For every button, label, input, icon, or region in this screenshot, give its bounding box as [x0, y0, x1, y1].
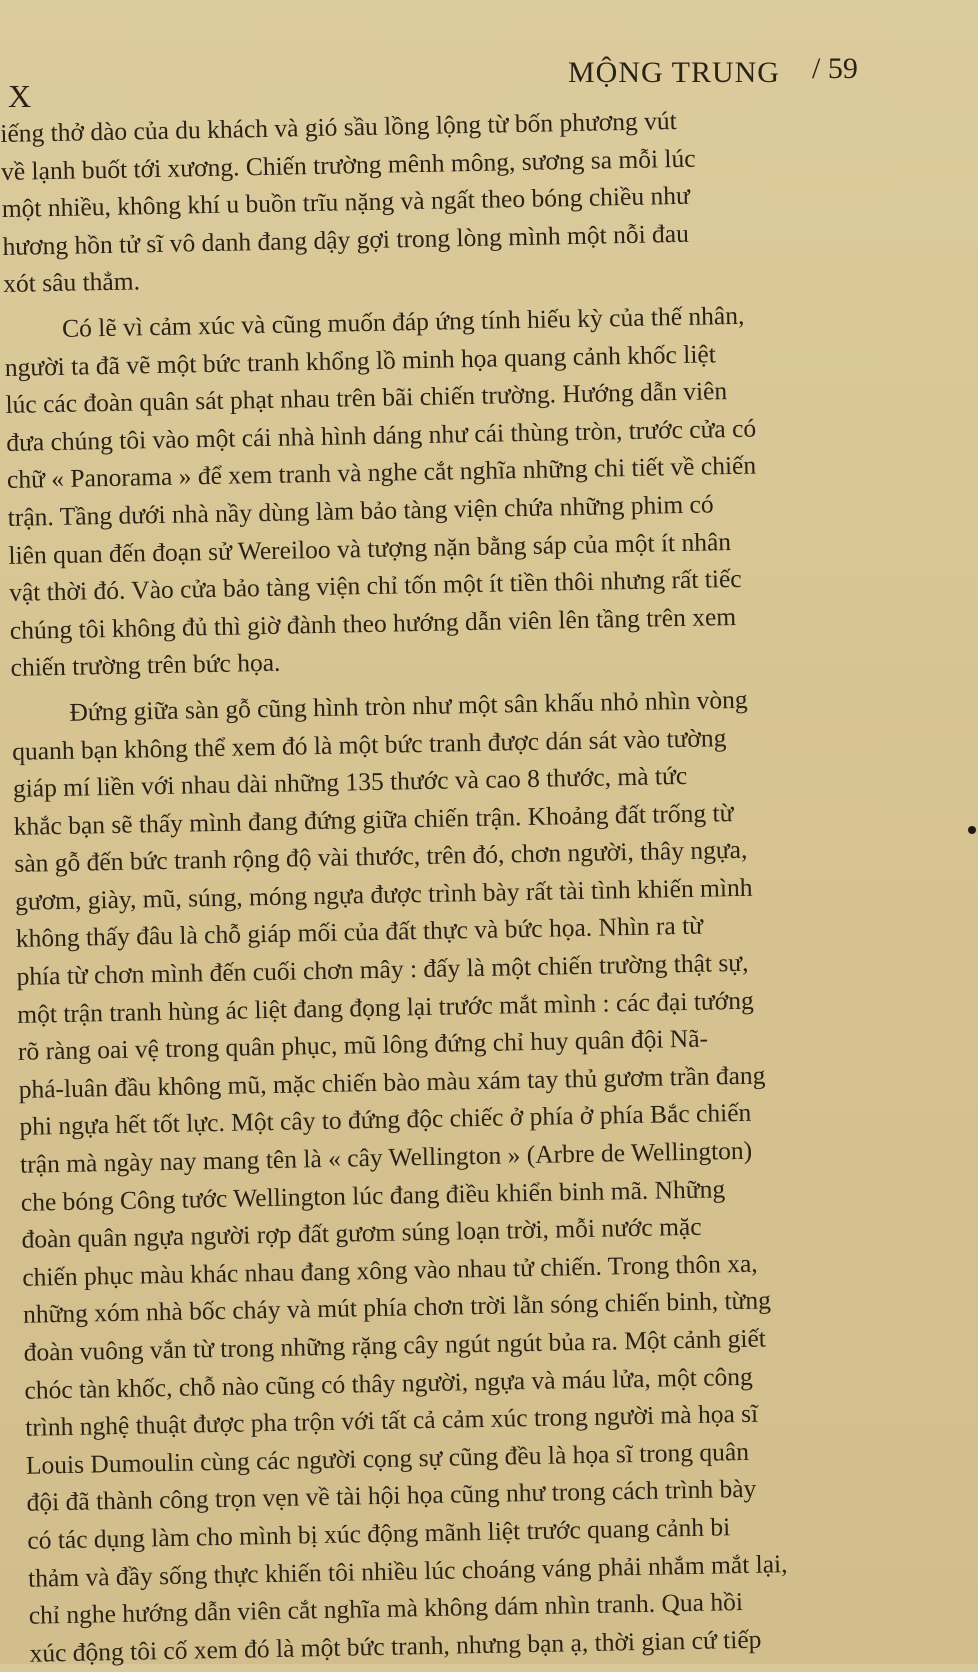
- text-line: trình nghệ thuật được pha trộn với tất cả cảm xúc trong người mà họa sĩ: [24, 1398, 759, 1442]
- text-line: một trận tranh hùng ác liệt đang đọng lại trước mắt mình : các đại tướng: [16, 985, 754, 1029]
- text-line: chữ « Panorama » để xem tranh và nghe cắt nghĩa những chi tiết về chiến: [6, 450, 757, 495]
- text-line: trận mà ngày nay mang tên là « cây Wellington » (Arbre de Wellington): [19, 1135, 753, 1179]
- text-line: phía từ chơn mình đến cuối chơn mây : đấy là một chiến trường thật sự,: [16, 947, 749, 991]
- text-line: khắc bạn sẽ thấy mình đang đứng giữa chiến trận. Khoảng đất trống từ: [13, 797, 734, 841]
- text-line: đoàn quân ngựa người rợp đất gươm súng loạn trời, mỗi nước mặc: [21, 1211, 702, 1255]
- text-line: không thấy đâu là chỗ giáp mối của đất thực và bức họa. Nhìn ra từ: [15, 911, 704, 954]
- text-line: trận. Tầng dưới nhà nầy dùng làm bảo tàng viện chứa những phim có: [7, 489, 714, 532]
- page-number: / 59: [812, 52, 858, 85]
- text-line: Có lẽ vì cảm xúc và cũng muốn đáp ứng tính hiếu kỳ của thế nhân,: [61, 300, 745, 343]
- text-line: về lạnh buốt tới xương. Chiến trường mênh mông, sương sa mỗi lúc: [0, 143, 696, 186]
- text-line: phi ngựa hết tốt lực. Một cây to đứng độc chiếc ở phía ở phía Bắc chiến: [19, 1098, 752, 1142]
- text-line: xót sâu thẳm.: [2, 266, 141, 299]
- text-line: Louis Dumoulin cùng các người cọng sự cũng đều là họa sĩ trong quân: [25, 1436, 750, 1480]
- text-line: thảm và đầy sống thực khiến tôi nhiều lúc choáng váng phải nhắm mắt lại,: [27, 1548, 788, 1593]
- text-line: chỉ nghe hướng dẫn viên cắt nghĩa mà không dám nhìn tranh. Qua hồi: [28, 1587, 744, 1630]
- text-line: iếng thở dào của du khách và gió sầu lồng lộng từ bốn phương vút: [0, 106, 677, 148]
- page-header: [0, 40, 978, 114]
- corner-mark: X: [8, 78, 32, 114]
- ink-spot: [968, 826, 976, 834]
- text-line: rõ ràng oai vệ trong quân phục, mũ lông đứng chỉ huy quân đội Nã-: [17, 1023, 709, 1067]
- text-line: xúc động tôi cố xem đó là một bức tranh, nhưng bạn ạ, thời gian cứ tiếp: [29, 1624, 762, 1668]
- text-line: người ta đã vẽ một bức tranh khổng lồ minh họa quang cảnh khốc liệt: [4, 338, 717, 382]
- text-line: có tác dụng làm cho mình bị xúc động mãnh liệt trước quang cảnh bi: [27, 1512, 731, 1555]
- text-line: Đứng giữa sàn gỗ cũng hình tròn như một sân khấu nhỏ nhìn vòng: [69, 684, 748, 727]
- text-line: phá-luân đầu không mũ, mặc chiến bào màu xám tay thủ gươm trần đang: [18, 1060, 766, 1104]
- text-line: chiến phục màu khác nhau đang xông vào nhau tử chiến. Trong thôn xa,: [22, 1248, 758, 1292]
- text-line: chóc tàn khốc, chỗ nào cũng có thây người, ngựa và máu lửa, một công: [24, 1361, 753, 1405]
- text-line: hương hồn tử sĩ vô danh đang dậy gợi trong lòng mình một nỗi đau: [2, 218, 690, 261]
- text-line: chiến trường trên bức họa.: [10, 648, 281, 683]
- text-line: đội đã thành công trọn vẹn về tài hội họa cũng như trong cách trình bày: [26, 1474, 757, 1518]
- text-line: liên quan đến đoạn sử Wereiloo và tượng nặn bằng sáp của một ít nhân: [8, 526, 732, 570]
- text-line: chúng tôi không đủ thì giờ đành theo hướng dẫn viên lên tầng trên xem: [9, 601, 737, 645]
- text-line: đoàn vuông vắn từ trong những rặng cây ngút ngút bủa ra. Một cảnh giết: [23, 1323, 767, 1367]
- text-line: một nhiều, không khí u buồn trĩu nặng và ngất theo bóng chiều như: [1, 180, 691, 224]
- text-line: đưa chúng tôi vào một cái nhà hình dáng như cái thùng tròn, trước cửa có: [6, 413, 757, 457]
- body-text: [0, 97, 975, 1672]
- text-line: lúc các đoàn quân sát phạt nhau trên bãi chiến trường. Hướng dẫn viên: [5, 376, 728, 420]
- text-line: sàn gỗ đến bức tranh rộng độ vài thước, trên đó, chơn người, thây ngựa,: [14, 835, 748, 879]
- text-line: những xóm nhà bốc cháy và mút phía chơn trời lằn sóng chiến binh, từng: [22, 1285, 772, 1330]
- text-line: quanh bạn không thể xem đó là một bức tranh được dán sát vào tường: [11, 722, 727, 766]
- text-line: giáp mí liền với nhau dài những 135 thước và cao 8 thước, mà tức: [12, 761, 688, 803]
- running-head: MỘNG TRUNG: [568, 56, 780, 89]
- text-line: vật thời đó. Vào cửa bảo tàng viện chỉ tốn một ít tiền thôi nhưng rất tiếc: [8, 563, 742, 608]
- text-line: che bóng Công tước Wellington lúc đang điều khiển binh mã. Những: [20, 1173, 726, 1217]
- text-line: gươm, giày, mũ, súng, móng ngựa được trình bày rất tài tình khiến mình: [14, 872, 753, 916]
